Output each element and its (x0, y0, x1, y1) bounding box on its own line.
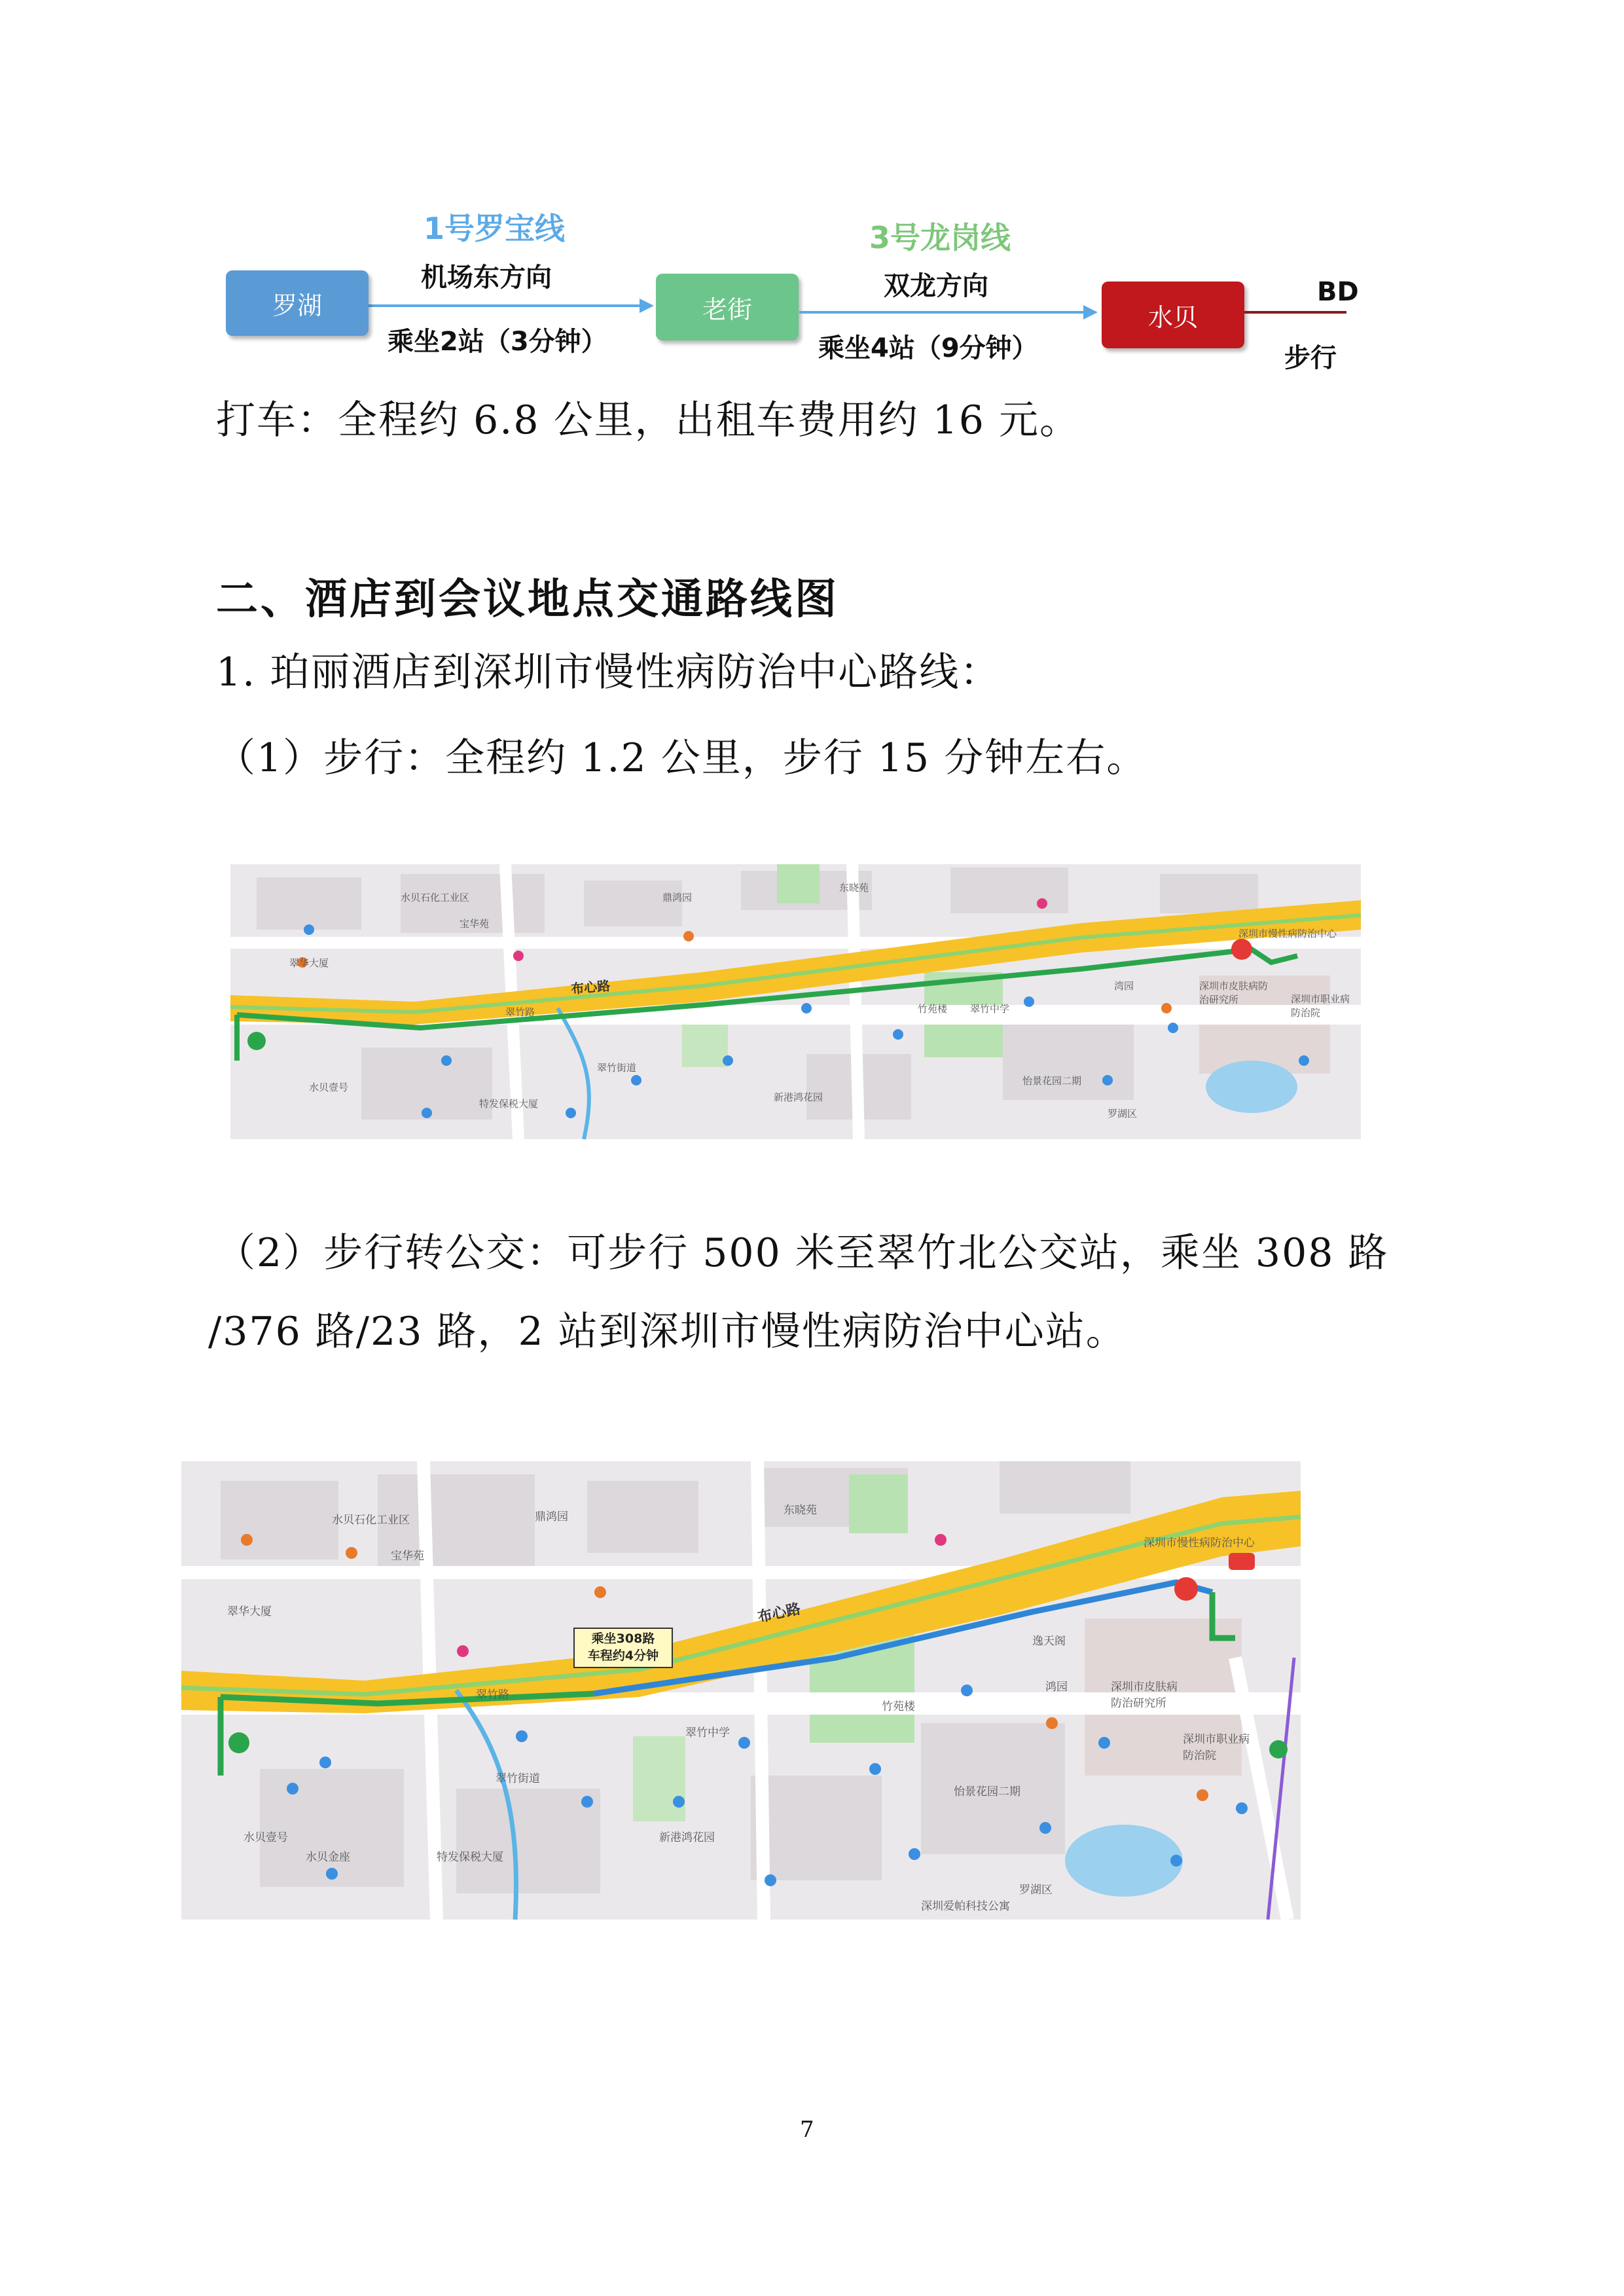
line1-arrow (369, 304, 651, 307)
map2-label: 深圳爱帕科技公寓 (921, 1900, 1010, 1913)
page-number: 7 (800, 2117, 814, 2143)
map1-label: 特发保税大厦 (479, 1098, 539, 1110)
map2-label: 宝华苑 (391, 1550, 424, 1563)
bus-note-line1: 乘坐308路 (591, 1631, 655, 1646)
map1-label: 水贝石化工业区 (401, 892, 470, 903)
map2-label: 深圳市皮肤病防治研究所 (1111, 1681, 1178, 1710)
line3-ride-info: 乘坐4站（9分钟） (818, 333, 1038, 363)
map1-poi-labels (230, 864, 1361, 1139)
map2-label: 水贝金座 (306, 1851, 350, 1864)
map1-label: 怡景花园二期 (1022, 1075, 1082, 1087)
walk-route-text: （1）步行：全程约 1.2 公里，步行 15 分钟左右。 (216, 735, 1147, 781)
map2-label: 新港鸿花园 (659, 1831, 715, 1844)
map1-label: 宝华苑 (460, 918, 490, 930)
section-heading: 二、酒店到会议地点交通路线图 (216, 575, 839, 624)
map2-label: 怡景花园二期 (954, 1785, 1020, 1798)
bus-route-text-line2: /376 路/23 路，2 站到深圳市慢性病防治中心站。 (208, 1309, 1127, 1355)
line3-direction: 双龙方向 (884, 271, 988, 301)
station-laojie: 老街 (656, 274, 799, 340)
line1-name: 1号罗宝线 (424, 211, 566, 246)
map1-label: 湾园 (1114, 980, 1134, 992)
map1-label: 深圳市皮肤病防治研究所 (1199, 980, 1269, 1006)
bus-route-map (181, 1461, 1301, 1920)
map1-label: 竹苑楼 (918, 1003, 948, 1015)
walking-route-map (230, 864, 1361, 1139)
map1-label: 翠竹街道 (597, 1062, 637, 1074)
route-title: 1. 珀丽酒店到深圳市慢性病防治中心路线： (216, 649, 1001, 695)
line1-ride-info: 乘坐2站（3分钟） (388, 327, 607, 357)
map1-label: 深圳市慢性病防治中心 (1238, 928, 1337, 939)
map2-road-label: 布心路 (756, 1601, 803, 1626)
map2-label: 逸天阁 (1032, 1635, 1066, 1648)
map1-label: 深圳市职业病防治院 (1291, 993, 1350, 1019)
next-step-walk: 步行 (1284, 343, 1337, 373)
station-luohu: 罗湖 (226, 270, 369, 336)
station-shuibei: 水贝 (1102, 282, 1244, 348)
map2-label: 水贝石化工业区 (332, 1514, 410, 1527)
map2-label: 深圳市慢性病防治中心 (1144, 1537, 1255, 1550)
map1-label: 翠竹中学 (970, 1003, 1010, 1015)
map2-label: 竹苑楼 (882, 1700, 915, 1713)
map1-label: 翠竹路 (505, 1006, 535, 1018)
map2-label: 翠竹中学 (685, 1726, 730, 1740)
map2-label: 罗湖区 (1019, 1884, 1053, 1897)
bus-route-text-line1: （2）步行转公交：可步行 500 米至翠竹北公交站，乘坐 308 路 (216, 1230, 1389, 1276)
map2-label: 翠竹路 (476, 1688, 509, 1702)
taxi-info: 打车：全程约 6.8 公里，出租车费用约 16 元。 (216, 397, 1081, 443)
line3-arrow (799, 311, 1095, 314)
map1-label: 东晓苑 (839, 882, 869, 894)
map2-label: 鼎鸿园 (535, 1510, 568, 1523)
next-step-line (1244, 311, 1346, 314)
map2-label: 翠华大厦 (227, 1605, 272, 1618)
map2-poi-labels (181, 1461, 1301, 1920)
map2-label: 水贝壹号 (244, 1831, 288, 1844)
map2-label: 特发保税大厦 (437, 1851, 503, 1864)
line3-name: 3号龙岗线 (869, 220, 1011, 255)
map2-label: 鸿园 (1045, 1681, 1068, 1694)
map2-label: 东晓苑 (784, 1504, 817, 1517)
map1-label: 新港鸿花园 (774, 1091, 823, 1103)
line1-direction: 机场东方向 (421, 263, 552, 293)
map1-label: 水贝壹号 (309, 1082, 349, 1093)
map2-label: 翠竹街道 (496, 1772, 540, 1785)
map1-label: 翠华大厦 (289, 957, 329, 969)
map1-road-label: 布心路 (570, 977, 611, 997)
bus-note-line2: 车程约4分钟 (587, 1649, 659, 1663)
next-step-label: BD (1317, 277, 1359, 307)
map1-label: 罗湖区 (1108, 1108, 1138, 1120)
map2-label: 深圳市职业病防治院 (1183, 1733, 1250, 1762)
map1-label: 鼎鸿园 (662, 892, 693, 903)
